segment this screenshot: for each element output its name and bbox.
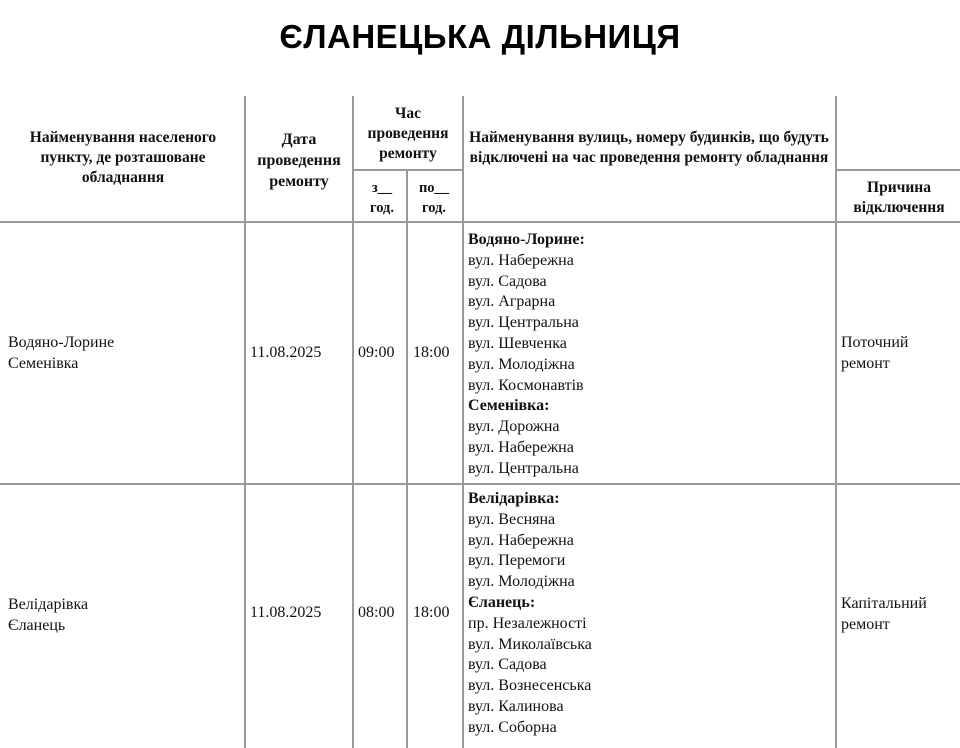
date-cell: 11.08.2025 xyxy=(250,344,322,361)
street-item: вул. Шевченка xyxy=(468,334,567,352)
street-item: вул. Садова xyxy=(468,272,547,290)
header-time-to: по__ год. xyxy=(418,180,450,216)
street-item: вул. Перемоги xyxy=(468,552,566,570)
reason-text: Поточний xyxy=(841,334,909,351)
street-item: вул. Вознесенська xyxy=(468,677,592,695)
reason-cell xyxy=(841,332,908,374)
street-item: вул. Соборна xyxy=(468,718,557,736)
time-from-cell: 08:00 xyxy=(358,604,395,621)
streets-cell xyxy=(468,230,585,480)
street-item: вул. Аграрна xyxy=(468,293,556,311)
street-item: вул. Миколаївська xyxy=(468,635,592,653)
settlement-name: Єланець xyxy=(8,617,66,634)
time-to-cell: 18:00 xyxy=(413,604,450,621)
street-item: вул. Центральна xyxy=(468,459,579,477)
reason-text: Капітальний xyxy=(841,595,927,612)
settlement-cell xyxy=(8,594,88,636)
street-item: вул. Набережна xyxy=(468,531,574,549)
settlement-name: Водяно-Лорине xyxy=(8,334,115,351)
header-streets: Найменування вулиць, номеру будинків, що будуть відключені на час проведення ремонту обладнання xyxy=(469,129,829,166)
reason-text: ремонт xyxy=(841,616,890,633)
street-item: вул. Садова xyxy=(468,656,547,674)
location-heading: Водяно-Лорине: xyxy=(468,231,585,248)
time-from-cell: 09:00 xyxy=(358,344,395,361)
reason-cell xyxy=(841,593,927,635)
header-time: Час проведення ремонту xyxy=(367,105,449,162)
date-cell: 11.08.2025 xyxy=(250,604,322,621)
street-item: вул. Молодіжна xyxy=(468,573,575,591)
reason-text: ремонт xyxy=(841,355,890,372)
location-heading: Семенівка: xyxy=(468,397,550,415)
grid-line xyxy=(352,169,462,171)
header-reason: Причина відключення xyxy=(853,179,945,216)
street-item: вул. Набережна xyxy=(468,251,574,269)
header-settlement: Найменування населеного пункту, де розташоване обладнання xyxy=(29,129,217,186)
street-item: вул. Калинова xyxy=(468,697,564,715)
page-title: ЄЛАНЕЦЬКА ДІЛЬНИЦЯ xyxy=(279,18,681,55)
grid-line xyxy=(835,169,960,171)
location-heading: Єланець: xyxy=(468,593,536,611)
street-item: вул. Молодіжна xyxy=(468,355,575,373)
street-item: вул. Центральна xyxy=(468,314,579,332)
location-heading: Велідарівка: xyxy=(468,490,560,507)
settlement-cell xyxy=(8,332,114,374)
street-item: пр. Незалежності xyxy=(468,614,587,632)
header-time-from: з__ год. xyxy=(369,180,394,216)
street-item: вул. Весняна xyxy=(468,510,556,528)
street-item: вул. Набережна xyxy=(468,438,574,456)
time-to-cell: 18:00 xyxy=(413,344,450,361)
streets-cell xyxy=(468,489,592,739)
street-item: вул. Дорожна xyxy=(468,418,560,436)
street-item: вул. Космонавтів xyxy=(468,376,584,394)
settlement-name: Семенівка xyxy=(8,355,79,372)
header-date: Дата проведення ремонту xyxy=(257,131,341,190)
settlement-name: Велідарівка xyxy=(8,596,89,613)
